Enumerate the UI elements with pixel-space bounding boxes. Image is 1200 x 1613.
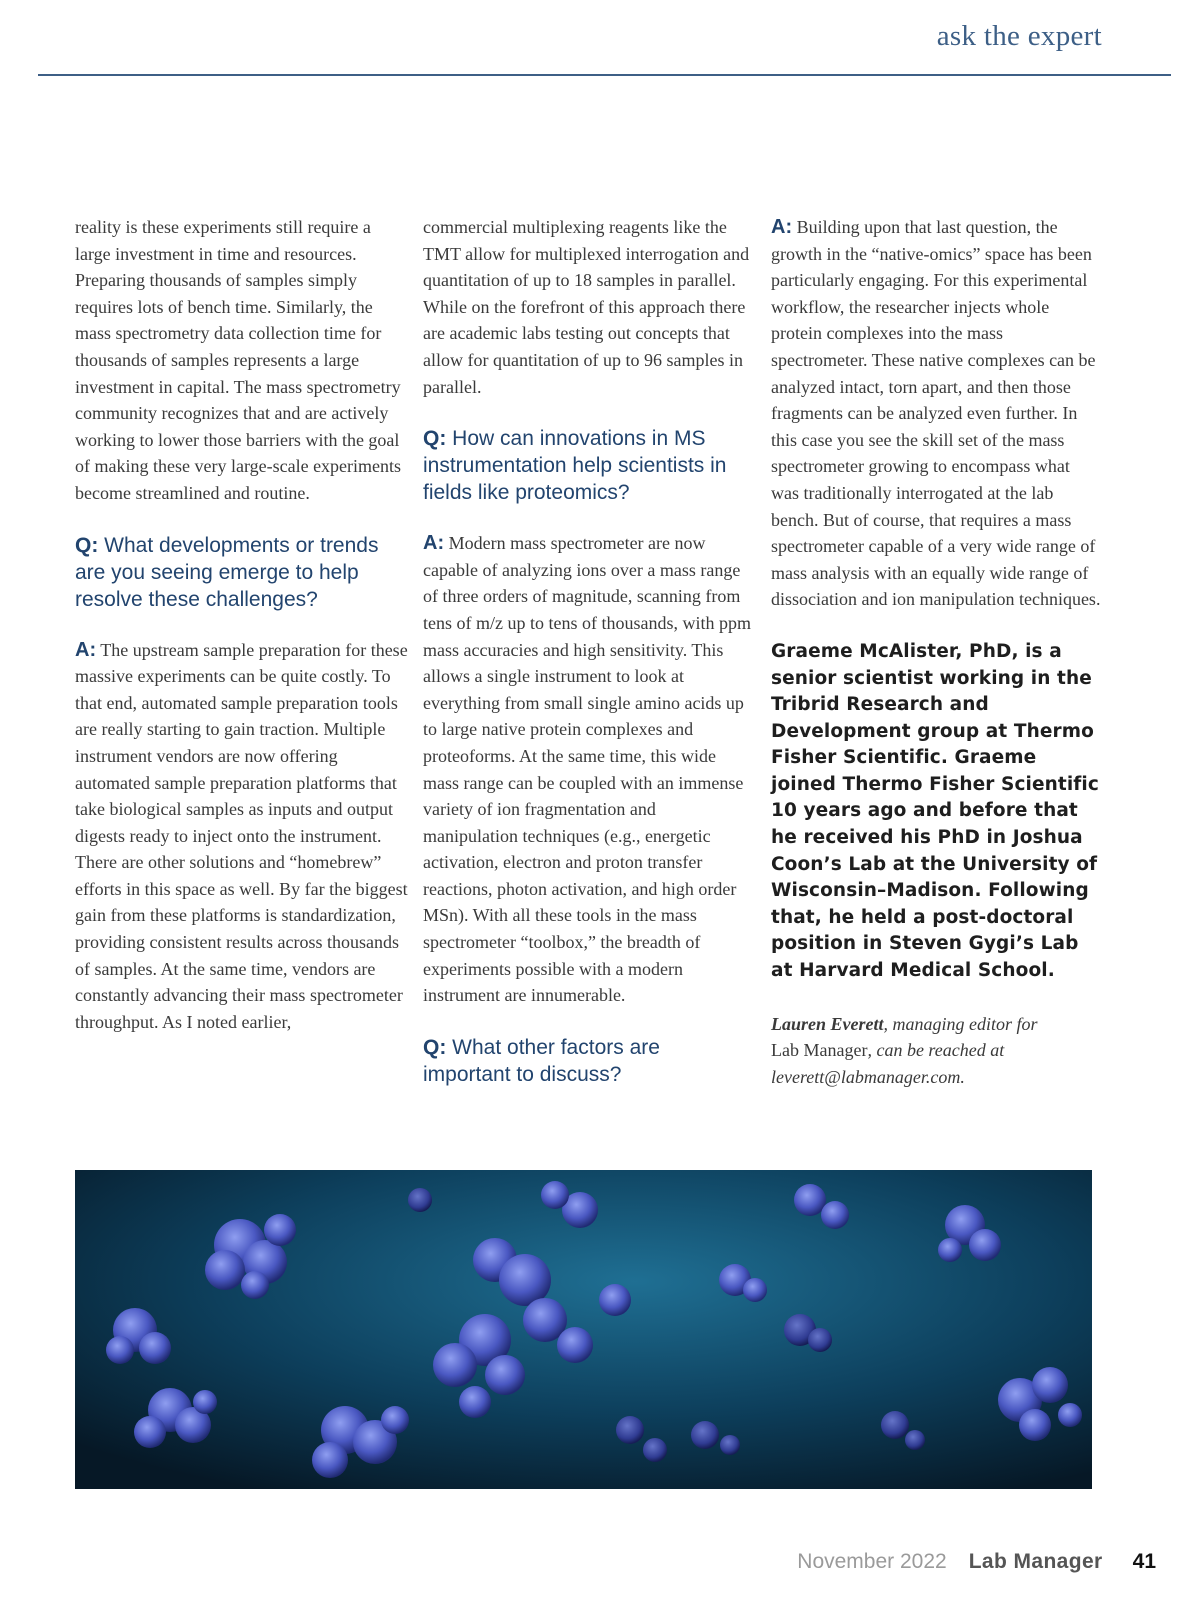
continued-paragraph: commercial multiplexing reagents like the TMT allow for multiplexed interrogation and quantitation of up to 18 samples in parallel. While on the forefront of this approach there are academic labs testing out concepts that allow for quantitation of up to 96 samples in parallel. bbox=[423, 217, 750, 397]
column-2 bbox=[423, 214, 753, 1112]
answer-text: Modern mass spectrometer are now capable of analyzing ions over a mass range of three orders of magnitude, scanning from tens of m/z up to tens of thousands, with ppm mass accuracies and high sensitivity. This allows a single instrument to look at everything from small single amino acids up to large native protein complexes and proteoforms. At the same time, this wide mass range can be coupled with an immense variety of ion fragmentation and manipulation techniques (e.g., energetic activation, electron and proton transfer reactions, photon activation, and high order MSn). With all these tools in the mass spectrometer “toolbox,” the breadth of experiments possible with a modern instrument are innumerable. bbox=[423, 533, 751, 1006]
question-text: What other factors are important to discuss? bbox=[423, 1035, 660, 1086]
magazine-name: Lab Manager bbox=[968, 1550, 1103, 1573]
intro-paragraph: reality is these experiments still require a large investment in time and resources. Preparing thousands of samples simply requires lots of bench time. Similarly, the mass spectrometry data collection time for thousands of samples represents a large investment in capital. The mass spectrometry community recognizes that and are actively working to lower those barriers with the goal of making these very large-scale experiments become streamlined and routine. bbox=[75, 217, 402, 503]
question-text: What developments or trends are you seeing emerge to help resolve these challenges? bbox=[75, 533, 379, 611]
page-footer bbox=[797, 1550, 1156, 1574]
editor-email: leverett@labmanager.com. bbox=[771, 1066, 965, 1087]
question-heading bbox=[75, 532, 411, 613]
answer-label: A: bbox=[423, 532, 445, 555]
answer-paragraph bbox=[771, 214, 1101, 613]
answer-label: A: bbox=[75, 638, 97, 661]
section-label: ask the expert bbox=[936, 20, 1102, 52]
page-number: 41 bbox=[1132, 1550, 1156, 1573]
answer-label: A: bbox=[771, 216, 793, 238]
protein-molecules-illustration bbox=[75, 1170, 1092, 1489]
editor-role: , managing editor for bbox=[883, 1013, 1038, 1034]
header-rule bbox=[38, 74, 1171, 76]
issue-date: November 2022 bbox=[797, 1550, 947, 1573]
question-text: How can innovations in MS instrumentation help scientists in fields like proteomics? bbox=[423, 427, 727, 505]
author-bio: Graeme McAlister, PhD, is a senior scientist working in the Tribrid Research and Development group at Thermo Fisher Scientific. Graeme joined Thermo Fisher Scientific 10 years ago and before that he received his PhD in Joshua Coon’s Lab at the University of Wisconsin–Madison. Following that, he held a post-doctoral position in Steven Gygi’s Lab at Harvard Medical School. bbox=[771, 640, 1099, 982]
answer-paragraph bbox=[423, 530, 753, 1009]
question-label: Q: bbox=[423, 427, 447, 451]
answer-text: The upstream sample preparation for these massive experiments can be quite costly. To that end, automated sample preparation tools are really starting to gain traction. Multiple instrument vendors are now offering automated sample preparation platforms that take biological samples as inputs and output digests ready to inject onto the instrument. There are other solutions and “homebrew” efforts in this space as well. By far the biggest gain from these platforms is standardization, providing consistent results across thousands of samples. At the same time, vendors are constantly advancing their mass spectrometer throughput. As I noted earlier, bbox=[75, 639, 408, 1032]
question-label: Q: bbox=[75, 533, 99, 557]
question-heading bbox=[423, 425, 753, 506]
reach-text: , can be reached at bbox=[867, 1040, 1005, 1061]
column-3 bbox=[771, 214, 1101, 1090]
question-heading bbox=[423, 1034, 753, 1088]
editor-credit bbox=[771, 1011, 1101, 1091]
publication-name: Lab Manager bbox=[771, 1040, 868, 1061]
answer-text: Building upon that last question, the growth in the “native-omics” space has been particularly engaging. For this experimental workflow, the researcher injects whole protein complexes into the mass spectrometer. These native complexes can be analyzed intact, torn apart, and then those fragments can be analyzed even further. In this case you see the skill set of the mass spectrometer growing to encompass what was traditionally interrogated at the lab bench. But of course, that requires a mass spectrometer capable of a very wide range of mass analysis with an equally wide range of dissociation and ion manipulation techniques. bbox=[771, 217, 1101, 610]
answer-paragraph bbox=[75, 637, 411, 1036]
editor-name: Lauren Everett bbox=[771, 1013, 884, 1034]
column-1 bbox=[75, 214, 411, 1035]
protein-molecules-image bbox=[75, 1170, 1092, 1489]
question-label: Q: bbox=[423, 1035, 447, 1059]
